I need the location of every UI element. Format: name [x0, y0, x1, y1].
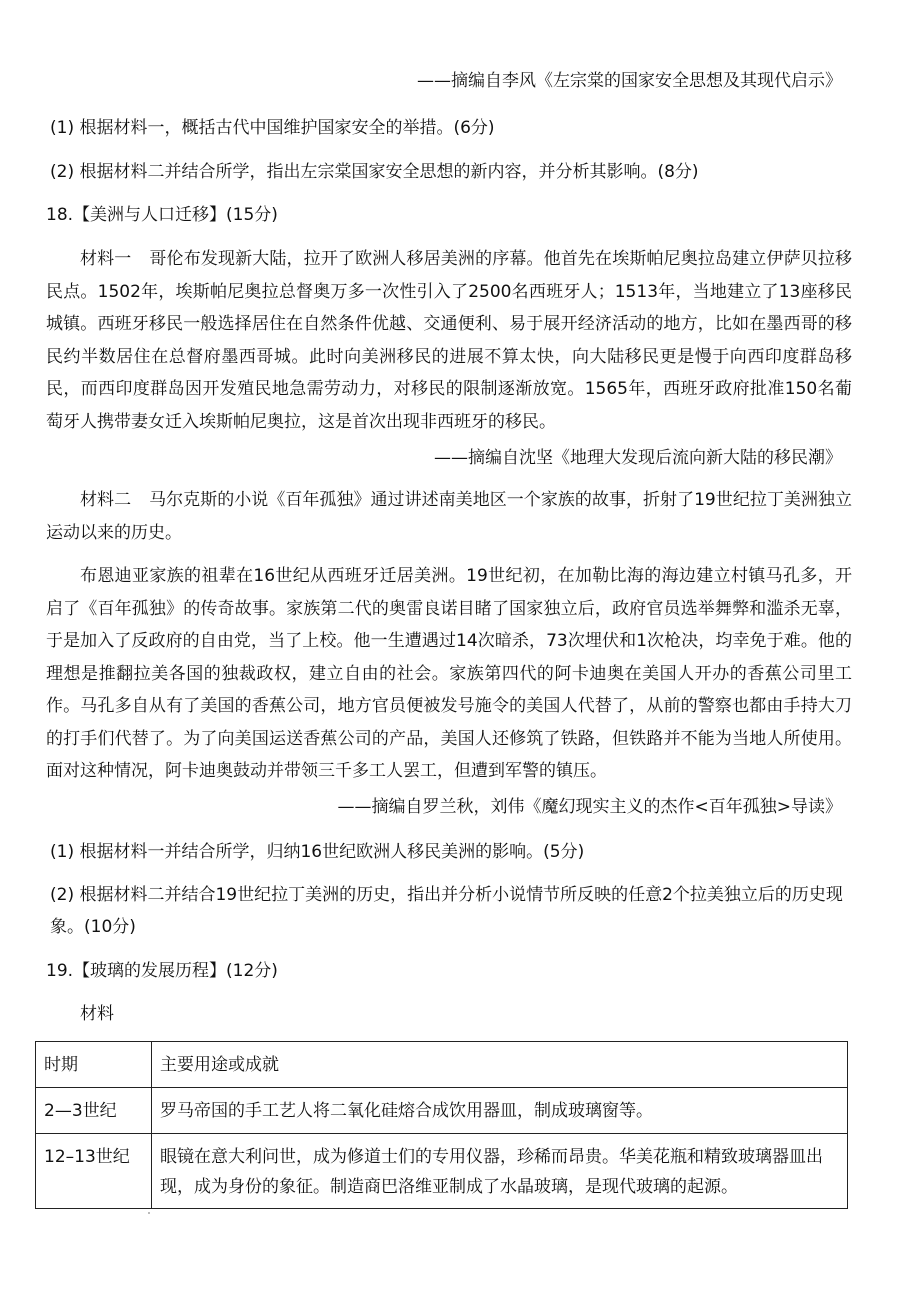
table-cell-use: 罗马帝国的手工艺人将二氧化硅熔合成饮用器皿，制成玻璃窗等。 — [152, 1088, 848, 1134]
q18-material-2-source: ——摘编自罗兰秋，刘伟《魔幻现实主义的杰作<百年孤独>导读》 — [337, 797, 842, 817]
q17-source-citation: ——摘编自李风《左宗棠的国家安全思想及其现代启示》 — [417, 71, 842, 91]
scan-dot — [148, 1212, 150, 1214]
table-header-period: 时期 — [36, 1042, 152, 1088]
table-cell-period: 12–13世纪 — [36, 1134, 152, 1209]
q18-subquestion-1: (1) 根据材料一并结合所学，归纳16世纪欧洲人移民美洲的影响。(5分) — [50, 842, 585, 862]
table-row — [36, 1088, 848, 1134]
table-header-row — [36, 1042, 848, 1088]
table-cell-use: 眼镜在意大利问世，成为修道士们的专用仪器，珍稀而昂贵。华美花瓶和精致玻璃器皿出现，成为身份的象征。制造商巴洛维亚制成了水晶玻璃，是现代玻璃的起源。 — [152, 1134, 848, 1209]
q18-material-2 — [46, 484, 852, 549]
q18-material-1-source: ——摘编自沈坚《地理大发现后流向新大陆的移民潮》 — [434, 448, 842, 468]
q17-subquestion-2: (2) 根据材料二并结合所学，指出左宗棠国家安全思想的新内容，并分析其影响。(8分) — [50, 162, 699, 182]
q19-heading: 19.【玻璃的发展历程】(12分) — [46, 961, 278, 981]
q18-material-2-intro: 马尔克斯的小说《百年孤独》通过讲述南美地区一个家族的故事，折射了19世纪拉丁美洲独立运动以来的历史。 — [46, 490, 853, 543]
q19-material-label: 材料 — [80, 1004, 114, 1024]
table-header-use: 主要用途或成就 — [152, 1042, 848, 1088]
glass-history-table — [35, 1041, 848, 1209]
table-row — [36, 1134, 848, 1209]
q18-material-1-text: 哥伦布发现新大陆，拉开了欧洲人移居美洲的序幕。他首先在埃斯帕尼奥拉岛建立伊萨贝拉移民点。1502年，埃斯帕尼奥拉总督奥万多一次性引入了2500名西班牙人；1513年，当地建立了13座移民城镇。西班牙移民一般选择居住在自然条件优越、交通便利、易于展开经济活动的地方，比如在墨西哥的移民约半数居住在总督府墨西哥城。此时向美洲移民的进展不算太快，向大陆移民更是慢于向西印度群岛移民，而西印度群岛因开发殖民地急需劳动力，对移民的限制逐渐放宽。1565年，西班牙政府批准150名葡萄牙人携带妻女迁入埃斯帕尼奥拉，这是首次出现非西班牙的移民。 — [46, 249, 853, 432]
q18-material-2-story: 布恩迪亚家族的祖辈在16世纪从西班牙迁居美洲。19世纪初，在加勒比海的海边建立村镇马孔多，开启了《百年孤独》的传奇故事。家族第二代的奥雷良诺目睹了国家独立后，政府官员选举舞弊和滥杀无辜，于是加入了反政府的自由党，当了上校。他一生遭遇过14次暗杀，73次埋伏和1次枪决，均幸免于难。他的理想是推翻拉美各国的独裁政权，建立自由的社会。家族第四代的阿卡迪奥在美国人开办的香蕉公司里工作。马孔多自从有了美国的香蕉公司，地方官员便被发号施令的美国人代替了，从前的警察也都由手持大刀的打手们代替了。为了向美国运送香蕉公司的产品，美国人还修筑了铁路，但铁路并不能为当地人所使用。面对这种情况，阿卡迪奥鼓动并带领三千多工人罢工，但遭到军警的镇压。 — [46, 566, 852, 781]
table-cell-period: 2—3世纪 — [36, 1088, 152, 1134]
q18-subquestion-2: (2) 根据材料二并结合19世纪拉丁美洲的历史，指出并分析小说情节所反映的任意2个拉美独立后的历史现象。(10分) — [50, 885, 843, 937]
q18-material-1-label: 材料一 — [80, 249, 132, 269]
q18-material-2-label: 材料二 — [80, 490, 132, 510]
q18-material-1 — [46, 243, 852, 438]
q17-subquestion-1: (1) 根据材料一，概括古代中国维护国家安全的举措。(6分) — [50, 118, 495, 138]
q18-heading: 18.【美洲与人口迁移】(15分) — [46, 205, 278, 225]
